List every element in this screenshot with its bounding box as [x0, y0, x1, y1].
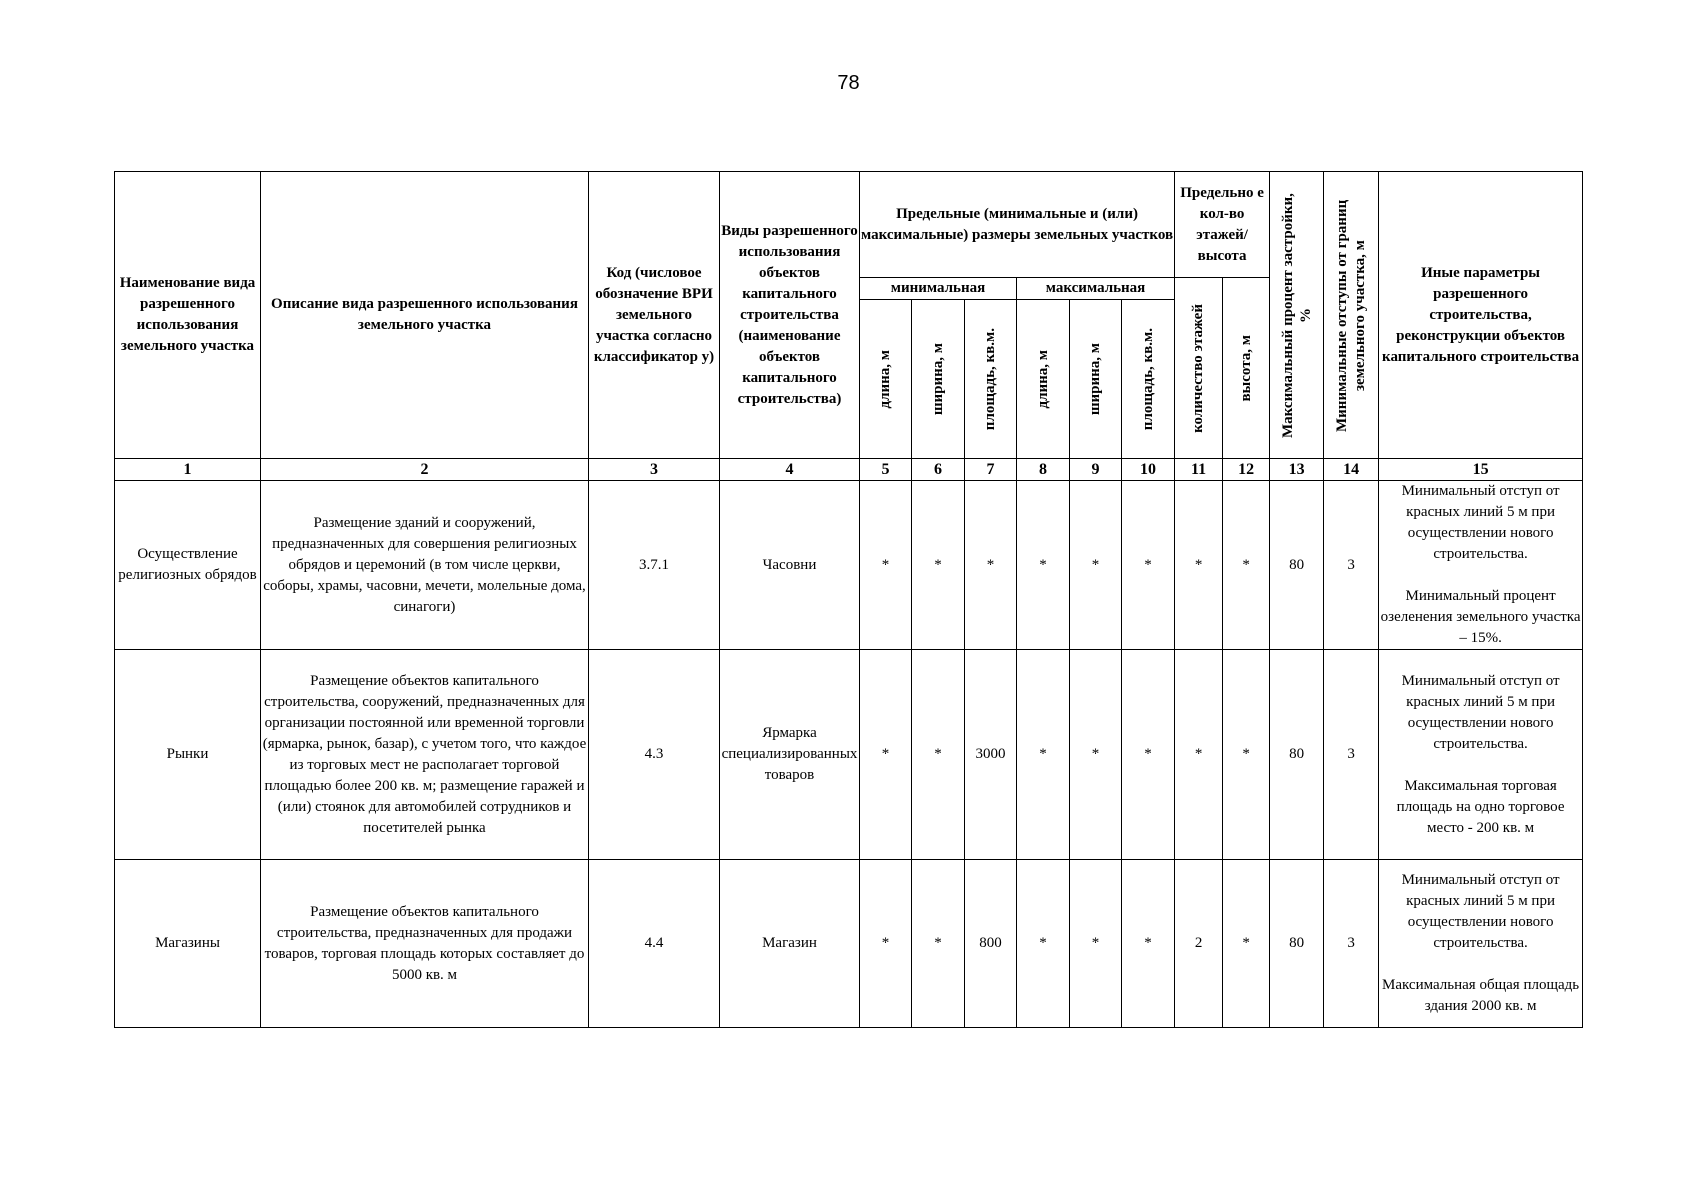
column-number: 1 [115, 459, 261, 481]
min-length-value: * [860, 650, 912, 860]
other-params [1379, 650, 1583, 860]
max-length-value: * [1017, 481, 1070, 650]
other-params-line2: Максимальная торговая площадь на одно торговое место - 200 кв. м [1396, 777, 1565, 836]
column-number: 2 [261, 459, 589, 481]
use-objects: Магазин [720, 860, 860, 1028]
header-max-area [1122, 300, 1175, 459]
use-description: Размещение объектов капитального строительства, предназначенных для продажи товаров, торговая площадь которых составляет до 5000 кв. м [261, 860, 589, 1028]
header-floors-count [1175, 278, 1223, 459]
use-description: Размещение объектов капитального строительства, сооружений, предназначенных для организации постоянной или временной торговли (ярмарка, рынок, базар), с учетом того, что каждое из торговых мест не располагает торговой площадью более 200 кв. м; размещение гаражей и (или) стоянок для автомобилей сотрудников и посетителей рынка [261, 650, 589, 860]
header-min-area-text: площадь, кв.м. [982, 327, 998, 431]
column-number: 14 [1324, 459, 1379, 481]
header-group-max: максимальная [1017, 278, 1175, 300]
header-min-width-text: ширина, м [929, 342, 946, 416]
header-col3: Код (числовое обозначение ВРИ земельного участка согласно классификатор у) [589, 172, 720, 459]
table-row [115, 650, 1583, 860]
min-area-value: 800 [965, 860, 1017, 1028]
build-percent-value: 80 [1270, 860, 1324, 1028]
header-min-length [860, 300, 912, 459]
use-objects: Часовни [720, 481, 860, 650]
use-code: 3.7.1 [589, 481, 720, 650]
other-params-line1: Минимальный отступ от красных линий 5 м при осуществлении нового строительства. [1401, 672, 1560, 752]
min-width-value: * [912, 860, 965, 1028]
max-length-value: * [1017, 860, 1070, 1028]
build-percent-value: 80 [1270, 650, 1324, 860]
header-min-area [965, 300, 1017, 459]
header-height-text: высота, м [1237, 334, 1254, 402]
column-number: 4 [720, 459, 860, 481]
header-col13 [1270, 172, 1324, 459]
header-group-min: минимальная [860, 278, 1017, 300]
max-width-value: * [1070, 650, 1122, 860]
column-number: 3 [589, 459, 720, 481]
build-percent-value: 80 [1270, 481, 1324, 650]
header-col2: Описание вида разрешенного использования земельного участка [261, 172, 589, 459]
header-col14-text: Минимальные отступы от границ земельного участка, м [1334, 198, 1369, 432]
table-row [115, 481, 1583, 650]
zoning-parameters-table [114, 171, 1583, 1028]
use-name: Магазины [115, 860, 261, 1028]
max-length-value: * [1017, 650, 1070, 860]
column-number: 7 [965, 459, 1017, 481]
max-area-value: * [1122, 860, 1175, 1028]
use-name: Осуществление религиозных обрядов [115, 481, 261, 650]
height-value: * [1223, 650, 1270, 860]
header-max-width [1070, 300, 1122, 459]
max-width-value: * [1070, 860, 1122, 1028]
setback-value: 3 [1324, 650, 1379, 860]
header-group-floors: Предельно е кол-во этажей/ высота [1175, 172, 1270, 278]
header-floors-count-text: количество этажей [1190, 303, 1207, 433]
min-width-value: * [912, 650, 965, 860]
column-number: 13 [1270, 459, 1324, 481]
column-number: 15 [1379, 459, 1583, 481]
use-objects: Ярмарка специализированных товаров [720, 650, 860, 860]
header-height [1223, 278, 1270, 459]
min-width-value: * [912, 481, 965, 650]
other-params-line1: Минимальный отступ от красных линий 5 м при осуществлении нового строительства. [1401, 483, 1560, 562]
use-description: Размещение зданий и сооружений, предназначенных для совершения религиозных обрядов и церемоний (в том числе церкви, соборы, храмы, часовни, мечети, молельные дома, синагоги) [261, 481, 589, 650]
column-number: 8 [1017, 459, 1070, 481]
other-params-line2: Минимальный процент озеленения земельного участка – 15%. [1380, 588, 1581, 646]
use-code: 4.4 [589, 860, 720, 1028]
header-row-1 [115, 172, 1583, 278]
min-area-value: 3000 [965, 650, 1017, 860]
other-params [1379, 860, 1583, 1028]
header-max-length [1017, 300, 1070, 459]
height-value: * [1223, 860, 1270, 1028]
header-col1: Наименование вида разрешенного использования земельного участка [115, 172, 261, 459]
min-length-value: * [860, 860, 912, 1028]
header-max-length-text: длина, м [1034, 349, 1051, 409]
column-number: 11 [1175, 459, 1223, 481]
table-row [115, 860, 1583, 1028]
floors-value: * [1175, 650, 1223, 860]
column-number: 12 [1223, 459, 1270, 481]
floors-value: * [1175, 481, 1223, 650]
setback-value: 3 [1324, 481, 1379, 650]
header-col13-text: Максимальный процент застройки, % [1279, 192, 1314, 438]
header-min-length-text: длина, м [877, 349, 893, 409]
min-area-value: * [965, 481, 1017, 650]
max-area-value: * [1122, 481, 1175, 650]
other-params-line1: Минимальный отступ от красных линий 5 м при осуществлении нового строительства. [1401, 872, 1560, 951]
header-max-area-text: площадь, кв.м. [1139, 327, 1156, 431]
column-number: 6 [912, 459, 965, 481]
header-col15: Иные параметры разрешенного строительства, реконструкции объектов капитального строительства [1379, 172, 1583, 459]
use-name: Рынки [115, 650, 261, 860]
header-min-width [912, 300, 965, 459]
other-params [1379, 481, 1583, 650]
column-number: 10 [1122, 459, 1175, 481]
page-number: 78 [837, 72, 860, 94]
min-length-value: * [860, 481, 912, 650]
use-code: 4.3 [589, 650, 720, 860]
header-col14 [1324, 172, 1379, 459]
column-number-row [115, 459, 1583, 481]
max-area-value: * [1122, 650, 1175, 860]
header-group-sizes: Предельные (минимальные и (или) максимальные) размеры земельных участков [860, 172, 1175, 278]
column-number: 5 [860, 459, 912, 481]
header-max-width-text: ширина, м [1087, 342, 1103, 416]
column-number: 9 [1070, 459, 1122, 481]
max-width-value: * [1070, 481, 1122, 650]
header-col4: Виды разрешенного использования объектов капитального строительства (наименование объектов капитального строительства) [720, 172, 860, 459]
height-value: * [1223, 481, 1270, 650]
setback-value: 3 [1324, 860, 1379, 1028]
other-params-line2: Максимальная общая площадь здания 2000 кв. м [1382, 977, 1580, 1014]
floors-value: 2 [1175, 860, 1223, 1028]
